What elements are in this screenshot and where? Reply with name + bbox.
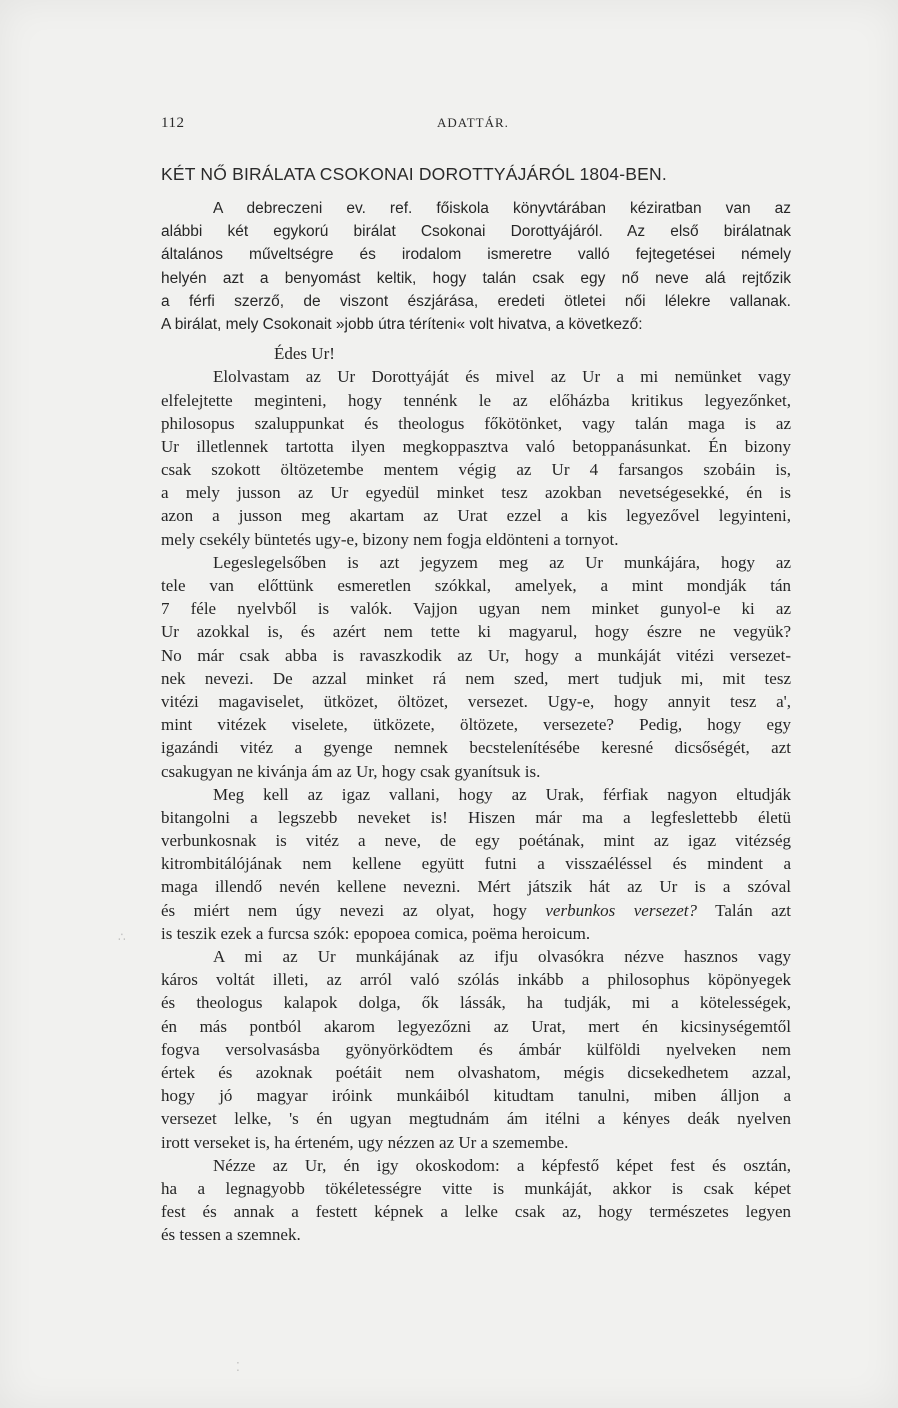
text-line: vitézi magaviselet, ütközet, öltözet, versezet. Ugy-e, hogy annyit tesz a',: [161, 691, 791, 711]
text-line: maga illendő nevén kellene nevezni. Mért játszik hát az Ur is a szóval: [161, 877, 791, 897]
text-line: a mely jusson az Ur egyedül minket tesz azokban nevetségesekké, én is: [161, 483, 791, 503]
paragraph-3: [161, 783, 791, 945]
text-segment: Talán azt: [697, 900, 791, 920]
text-line: nek nevezi. De azzal minket rá nem szed, mert tudjuk mi, mit tesz: [161, 668, 791, 688]
text-line: No már csak abba is ravaszkodik az Ur, hogy a munkáját vitézi versezet-: [161, 645, 791, 665]
intro-line: a férfi szerző, de viszont észjárása, eredeti ötletei női lélekre vallanak.: [161, 292, 791, 310]
text-line: csak szokott öltözetembe mentem végig az Ur 4 farsangos szobáin is,: [161, 460, 791, 480]
text-line-with-italic: [161, 899, 791, 922]
paragraph-4: [161, 945, 791, 1154]
italic-phrase: verbunkos versezet?: [545, 900, 697, 920]
text-line: fest és annak a festett képnek a lelke csak az, hogy természetes legyen: [161, 1202, 791, 1222]
text-line: philosopus szaluppunkat és theologus főkötönket, vagy talán maga is az: [161, 413, 791, 433]
text-line: mely csekély büntetés ugy-e, bizony nem fogja eldönteni a tornyot.: [161, 529, 619, 549]
text-segment: és miért nem úgy nevezi az olyat, hogy: [161, 900, 546, 920]
text-line: A mi az Ur munkájának az ifju olvasókra nézve hasznos vagy: [213, 947, 791, 966]
text-line: Ur illetlennek tartotta ilyen megkoppasztva való betoppanásunkat. Én bizony: [161, 436, 791, 456]
text-line: és tessen a szemnek.: [161, 1225, 301, 1245]
intro-paragraph: [161, 197, 791, 336]
text-line: Elolvastam az Ur Dorottyáját és mivel az Ur a mi nemünket vagy: [213, 367, 791, 387]
text-line: azon a jusson meg akartam az Urat ezzel a kis legyezővel legyinteni,: [161, 506, 791, 526]
article-title: KÉT NŐ BIRÁLATA CSOKONAI DOROTTYÁJÁRÓL 1804-BEN.: [161, 164, 667, 184]
text-line: fogva versolvasásba gyönyörködtem és ámbár külföldi nyelveken nem: [161, 1039, 791, 1059]
text-line: értek és azoknak poétáit nem olvashatom, mégis dicsekedhetem azzal,: [161, 1062, 791, 1082]
text-line: versezet lelke, 's én ugyan megtudnám ám itélni a kényes deák nyelven: [161, 1109, 791, 1129]
text-line: verbunkosnak is vitéz a neve, de egy poétának, mint az igaz vitézség: [161, 831, 791, 851]
paragraph-2: [161, 551, 791, 783]
page-header: [161, 115, 791, 137]
text-line: igazándi vitéz a gyenge nemnek becstelenítésébe keresné dicsőségét, azt: [161, 738, 791, 758]
text-line: csakugyan ne kivánja ám az Ur, hogy csak gyanítsuk is.: [161, 761, 541, 781]
text-line: 7 féle nyelvből is valók. Vajjon ugyan nem minket gunyol-e ki az: [161, 599, 791, 619]
running-head: ADATTÁR.: [437, 115, 509, 130]
text-line: is teszik ezek a furcsa szók: epopoea comica, poëma heroicum.: [161, 923, 591, 943]
salutation: Édes Ur!: [274, 344, 335, 364]
intro-line: általános műveltségre és irodalom ismeretre valló fejtegetései némely: [161, 246, 791, 264]
text-line: én más pontból akarom legyezőzni az Urat, mert én kicsinységemtől: [161, 1016, 791, 1036]
intro-line: A birálat, mely Csokonait »jobb útra téríteni« volt hivatva, a következő:: [161, 315, 643, 333]
scan-speck: ∴: [118, 930, 126, 944]
text-line: Nézze az Ur, én igy okoskodom: a képfestő képet fest és osztán,: [213, 1155, 791, 1175]
text-line: káros voltát illeti, az arról való szólás inkább a philosophus köpönyegek: [161, 970, 791, 990]
text-line: kitrombitálójának nem kellene együtt futni a visszaéléssel és mindent a: [161, 854, 791, 874]
text-line: Legeslegelsőben is azt jegyzem meg az Ur munkájára, hogy az: [213, 552, 791, 572]
intro-line: helyén azt a benyomást keltik, hogy talán csak egy nő neve alá rejtőzik: [161, 269, 791, 287]
text-line: és theologus kalapok dolga, ők lássák, ha tudják, mi a kötelességek,: [161, 993, 791, 1013]
page-number: 112: [161, 115, 185, 131]
scan-speck: ⁚: [236, 1360, 240, 1374]
text-line: elfelejtette meginteni, hogy tennénk le az előházba kritikus legyezőnket,: [161, 390, 791, 410]
text-line: ha a legnagyobb tökéletességre vitte is munkáját, akkor is csak képet: [161, 1178, 791, 1198]
intro-line: alábbi két egykorú birálat Csokonai Dorottyájáról. Az első birálatnak: [161, 223, 791, 241]
text-line: Meg kell az igaz vallani, hogy az Urak, férfiak nagyon eltudják: [213, 784, 791, 804]
intro-line: A debreczeni ev. ref. főiskola könyvtárában kéziratban van az: [213, 200, 791, 217]
text-line: tele van előttünk esmeretlen szókkal, amelyek, a mint mondják tán: [161, 576, 791, 595]
text-line: Ur azokkal is, és azért nem tette ki magyarul, hogy észre ne vegyük?: [161, 622, 791, 642]
paragraph-5: [161, 1154, 791, 1247]
text-line: hogy jó magyar iróink munkáiból kitudtam tanulni, miben álljon a: [161, 1086, 791, 1106]
text-line: bitangolni a legszebb neveket is! Hiszen már ma a legfeslettebb életü: [161, 807, 791, 827]
text-line: irott verseket is, ha érteném, ugy nézzen az Ur a szemembe.: [161, 1132, 569, 1152]
article-body: [161, 197, 791, 1246]
paragraph-1: [161, 365, 791, 551]
text-line: mint vitézek viselete, ütközete, öltözete, versezete? Pedig, hogy egy: [161, 715, 791, 735]
